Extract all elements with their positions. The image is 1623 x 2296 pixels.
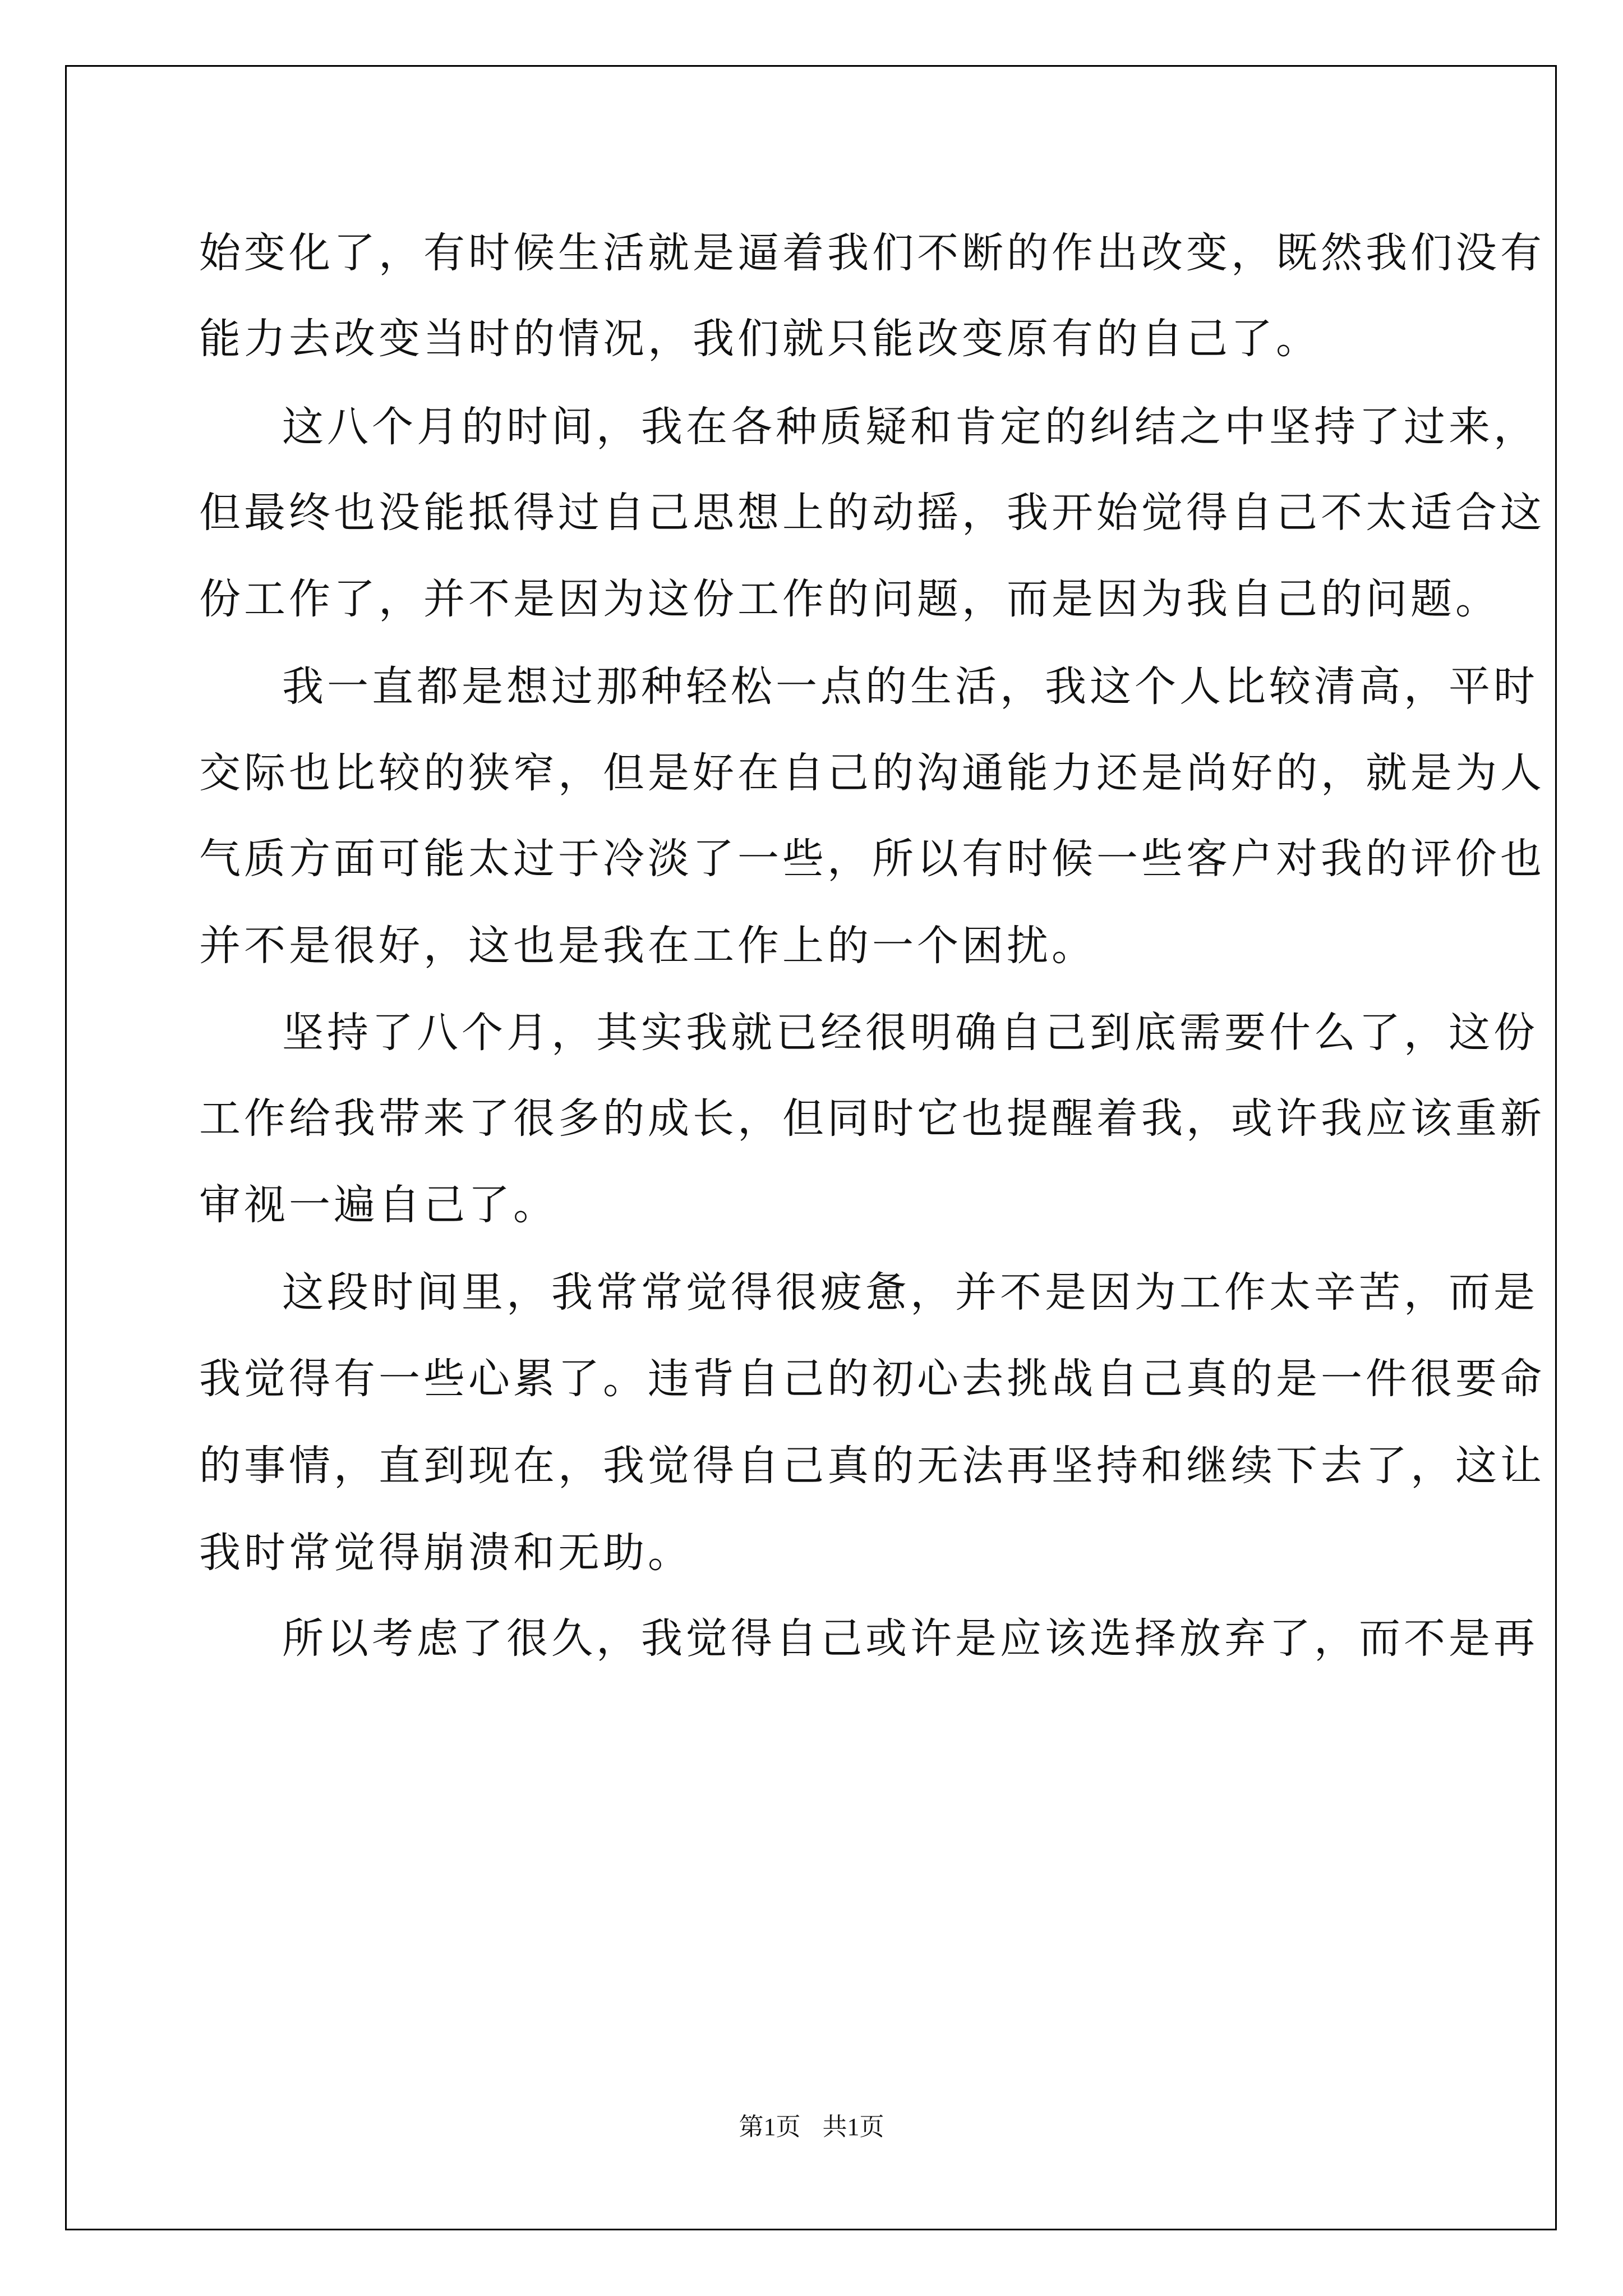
paragraph-start-line: 坚持了八个月，其实我就已经很明确自己到底需要什么了，这份 (282, 1009, 1538, 1057)
page-total: 共1页 (822, 2113, 884, 2141)
paragraph-start-line: 这八个月的时间，我在各种质疑和肯定的纠结之中坚持了过来， (282, 403, 1538, 451)
text-line: 的事情，直到现在，我觉得自己真的无法再坚持和继续下去了，这让 (199, 1442, 1545, 1490)
text-line: 我时常觉得崩溃和无助。 (199, 1529, 693, 1577)
page-footer (0, 2106, 1623, 2142)
text-line: 始变化了，有时候生活就是逼着我们不断的作出改变，既然我们没有 (199, 229, 1545, 277)
text-line: 并不是很好，这也是我在工作上的一个困扰。 (199, 922, 1096, 970)
text-line: 份工作了，并不是因为这份工作的问题，而是因为我自己的问题。 (199, 575, 1500, 623)
text-line: 气质方面可能太过于冷淡了一些，所以有时候一些客户对我的评价也 (199, 835, 1545, 883)
text-line: 工作给我带来了很多的成长，但同时它也提醒着我，或许我应该重新 (199, 1094, 1545, 1143)
paragraph-start-line: 我一直都是想过那种轻松一点的生活，我这个人比较清高，平时 (282, 662, 1538, 711)
text-line: 能力去改变当时的情况，我们就只能改变原有的自己了。 (199, 315, 1321, 363)
text-line: 我觉得有一些心累了。违背自己的初心去挑战自己真的是一件很要命 (199, 1355, 1545, 1403)
page-border (65, 65, 1557, 2230)
paragraph-start-line: 所以考虑了很久，我觉得自己或许是应该选择放弃了，而不是再 (282, 1614, 1538, 1663)
text-line: 审视一遍自己了。 (199, 1181, 558, 1229)
paragraph-start-line: 这段时间里，我常常觉得很疲惫，并不是因为工作太辛苦，而是 (282, 1268, 1538, 1317)
text-line: 但最终也没能抵得过自己思想上的动摇，我开始觉得自己不太适合这 (199, 489, 1545, 537)
page-number: 第1页 (739, 2113, 801, 2141)
text-line: 交际也比较的狭窄，但是好在自己的沟通能力还是尚好的，就是为人 (199, 749, 1545, 797)
